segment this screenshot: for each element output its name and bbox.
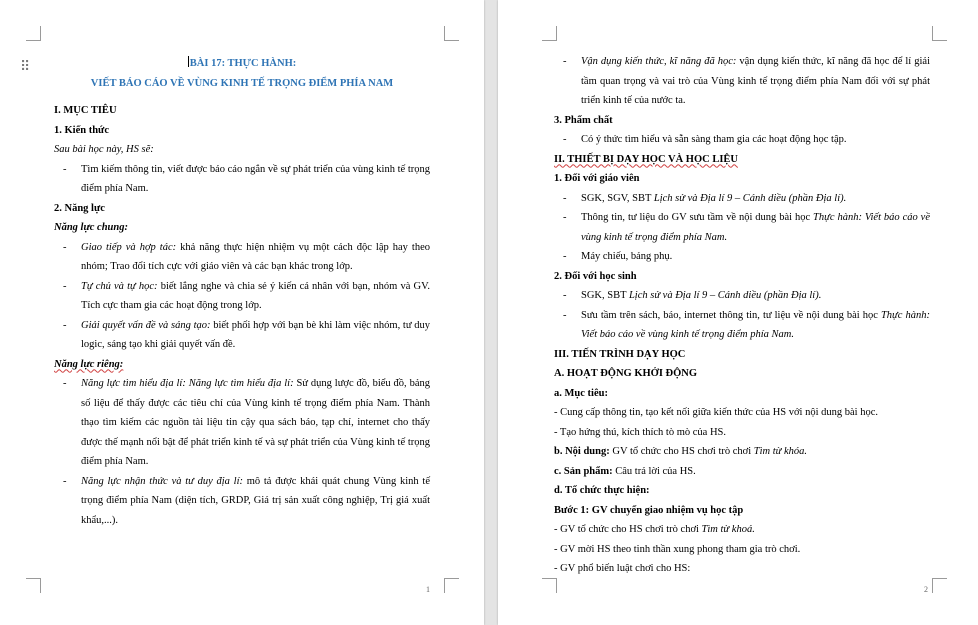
document-page-2[interactable]	[498, 0, 978, 625]
page-number: 1	[426, 585, 430, 594]
margin-corner-top-left	[542, 26, 557, 41]
paragraph: - Tạo hứng thú, kích thích tò mò của HS.	[554, 426, 727, 438]
list-item: - SGK, SBT Lịch sử và Địa lí 9 – Cánh diều (phần Địa lí).	[563, 290, 822, 301]
subheading: Năng lực chung:	[54, 222, 128, 233]
drag-handle-icon[interactable]: ⠿	[20, 59, 31, 75]
margin-corner-top-left	[26, 26, 41, 41]
paragraph: c. Sản phẩm: Câu trả lời của HS.	[554, 465, 696, 477]
subheading: A. HOẠT ĐỘNG KHỞI ĐỘNG	[554, 368, 698, 379]
subheading: Năng lực riêng:	[54, 358, 124, 370]
section-heading: I. MỤC TIÊU	[54, 105, 117, 116]
paragraph: b. Nội dung: GV tổ chức cho HS chơi trò chơi Tìm từ khóa.	[554, 446, 808, 457]
paragraph: - GV phổ biến luật chơi cho HS:	[554, 563, 691, 574]
list-item: - Có ý thức tìm hiểu và sẵn sàng tham gia các hoạt động học tập.	[563, 134, 847, 145]
margin-corner-bottom-left	[542, 578, 557, 593]
page-number: 2	[924, 585, 928, 594]
paragraph: - GV tổ chức cho HS chơi trò chơi Tìm từ khoá.	[554, 524, 755, 535]
document-page-1[interactable]	[0, 0, 484, 625]
section-heading: II. THIẾT BỊ DẠY HỌC VÀ HỌC LIỆU	[554, 153, 738, 165]
margin-corner-bottom-left	[26, 578, 41, 593]
paragraph: - Cung cấp thông tin, tạo kết nối giữa kiến thức của HS với nội dung bài học.	[554, 407, 879, 418]
list-item: - Năng lực tìm hiểu địa lí: Năng lực tìm hiểu địa lí: Sử dụng lược đồ, biểu đồ, bảng số liệu để thấy được các tiêu chí của Vùng kinh tế trọng điểm phía Nam. Thành thạo tìm kiếm các nguồn tài liệu tin cậy qua sách báo, tạp chí, internet cho thấy được thế mạnh nổi bật để phát triển kinh tế và sự phát triển của Vùng kinh tế trọng điểm phía Nam.	[63, 378, 430, 467]
subheading: 1. Đối với giáo viên	[554, 173, 640, 184]
lesson-title: BÀI 17: THỰC HÀNH:	[189, 58, 297, 69]
subheading: 1. Kiến thức	[54, 124, 110, 136]
paragraph: - GV mời HS theo tinh thần xung phong tham gia trò chơi.	[554, 543, 801, 555]
subheading: a. Mục tiêu:	[554, 387, 608, 399]
text-cursor	[188, 56, 189, 67]
list-item: - Vận dụng kiến thức, kĩ năng đã học: vận dụng kiến thức, kĩ năng đã học để lí giải tầm quan trọng và vai trò của Vùng kinh tế trọng điểm phía Nam đối với sự phát triển kinh tế của nước ta.	[563, 56, 930, 106]
list-item: - Thông tin, tư liệu do GV sưu tầm về nội dung bài học Thực hành: Viết báo cáo về vùng kinh tế trọng điểm phía Nam.	[563, 212, 930, 243]
margin-corner-bottom-right	[932, 578, 947, 593]
list-item: - Giải quyết vấn đề và sáng tạo: biết phối hợp với bạn bè khi làm việc nhóm, tư duy logic, sáng tạo khi giải quyết vấn đề.	[63, 319, 431, 350]
subheading: 3. Phẩm chất	[554, 114, 613, 126]
list-item: - Tự chủ và tự học: biết lắng nghe và chia sẻ ý kiến cá nhân với bạn, nhóm và GV. Tích cực tham gia các hoạt động trong lớp.	[63, 280, 430, 311]
lesson-subtitle: VIẾT BÁO CÁO VỀ VÙNG KINH TẾ TRỌNG ĐIỂM PHÍA NAM	[90, 78, 394, 89]
page-1-content[interactable]	[54, 54, 430, 530]
list-item: - Máy chiếu, bảng phụ.	[563, 251, 673, 262]
list-item: - Giao tiếp và hợp tác: khả năng thực hiện nhiệm vụ một cách độc lập hay theo nhóm; Trao đổi tích cực với giáo viên và các bạn khác trong lớp.	[63, 241, 430, 272]
subheading: 2. Đối với học sinh	[554, 270, 637, 282]
margin-corner-top-right	[444, 26, 459, 41]
list-item: - Sưu tầm trên sách, báo, internet thông tin, tư liệu về nội dung bài học Thực hành: Viết báo cáo về vùng kinh tế trọng điểm phía Nam.	[563, 309, 930, 340]
margin-corner-bottom-right	[444, 578, 459, 593]
paragraph: Sau bài học này, HS sẽ:	[54, 144, 154, 155]
page-2-content[interactable]	[554, 52, 930, 579]
subheading: 2. Năng lực	[54, 202, 105, 214]
list-item: - Năng lực nhận thức và tư duy địa lí: mô tả được khái quát chung Vùng kinh tế trọng điểm phía Nam (diện tích, GRDP, Giá trị sản xuất công nghiệp, Trị giá xuất khẩu,...).	[63, 475, 431, 526]
subheading: d. Tổ chức thực hiện:	[554, 485, 650, 496]
subheading: Bước 1: GV chuyển giao nhiệm vụ học tập	[554, 504, 744, 516]
list-item: - SGK, SGV, SBT Lịch sử và Địa lí 9 – Cánh diều (phần Địa lí).	[563, 192, 847, 204]
section-heading: III. TIẾN TRÌNH DẠY HỌC	[554, 348, 686, 360]
list-item: - Tìm kiếm thông tin, viết được báo cáo ngắn về sự phát triển của vùng kinh tế trọng điểm phía Nam.	[63, 163, 430, 194]
margin-corner-top-right	[932, 26, 947, 41]
